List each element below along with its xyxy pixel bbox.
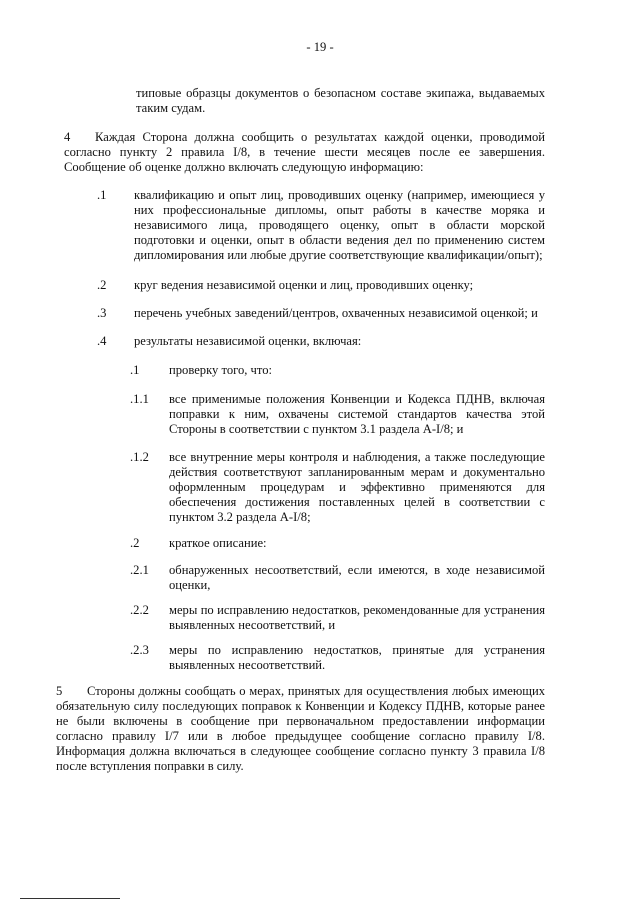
paragraph-5-text: Стороны должны сообщать о мерах, принятых для осуществления любых имеющих обязательную силу последующих поправок к Конвенции и Кодексу ПДНВ, которые ранее не были включены в сообщение при первоначальном предоставлении информации согласно правилу I/7 или в любое предыдущее сообщение согласно правилу I/8. Информация должна включаться в следующее сообщение согласно пункту 3 правила I/8 после вступления поправки в силу. <box>56 684 545 773</box>
intro-paragraph: типовые образцы документов о безопасном составе экипажа, выдаваемых таким судам. <box>136 86 545 115</box>
sub-2-text: краткое описание: <box>169 536 267 550</box>
footer-rule <box>20 898 120 899</box>
sub-2-3-number: .2.3 <box>130 643 149 657</box>
sub-1-number: .1 <box>130 363 140 377</box>
sub-1-1-number: .1.1 <box>130 392 149 406</box>
item-4-text: результаты независимой оценки, включая: <box>134 334 362 348</box>
sub-1-2-number: .1.2 <box>130 450 149 464</box>
paragraph-4-number: 4 <box>64 130 71 144</box>
page-number: - 19 - <box>306 40 334 54</box>
sub-1-2-text: все внутренние меры контроля и наблюдения, а также последующие действия соответствуют запланированным мерам и документально оформленным процедурам и эффективно применяются для обеспечения достижения поставленных целей в соответствии с пунктом 3.2 раздела A-I/8; <box>169 450 545 524</box>
sub-1-1-text: все применимые положения Конвенции и Кодекса ПДНВ, включая поправки к ним, охвачены системой стандартов качества этой Стороны в соответствии с пунктом 3.1 раздела A-I/8; и <box>169 392 545 436</box>
sub-1-text: проверку того, что: <box>169 363 273 377</box>
sub-2-1-text: обнаруженных несоответствий, если имеются, в ходе независимой оценки, <box>169 563 545 592</box>
sub-2-3-text: меры по исправлению недостатков, принятые для устранения выявленных несоответствий. <box>169 643 545 672</box>
item-3-text: перечень учебных заведений/центров, охваченных независимой оценкой; и <box>134 306 538 320</box>
item-2-text: круг ведения независимой оценки и лиц, проводивших оценку; <box>134 278 474 292</box>
sub-2-number: .2 <box>130 536 140 550</box>
item-1-text: квалификацию и опыт лиц, проводивших оценку (например, имеющиеся у них профессиональные дипломы, опыт работы в качестве моряка и независимого лица, проводящего оценку, опыт в области морской подготовки и оценки, опыт в области ведения дел по применению систем дипломирования или любые другие соответствующие квалификации/опыт); <box>134 188 545 262</box>
paragraph-4-text: Каждая Сторона должна сообщить о результатах каждой оценки, проводимой согласно пункту 2 правила I/8, в течение шести месяцев после ее завершения. Сообщение об оценке должно включать следующую информацию: <box>64 130 545 174</box>
sub-2-2-text: меры по исправлению недостатков, рекомендованные для устранения выявленных несоответствий, и <box>169 603 545 632</box>
paragraph-5 <box>56 684 545 774</box>
item-1-number: .1 <box>97 188 107 202</box>
item-3-number: .3 <box>97 306 107 320</box>
paragraph-4 <box>64 130 545 175</box>
paragraph-5-number: 5 <box>56 684 63 698</box>
item-2-number: .2 <box>97 278 107 292</box>
item-4-number: .4 <box>97 334 107 348</box>
sub-2-2-number: .2.2 <box>130 603 149 617</box>
sub-2-1-number: .2.1 <box>130 563 149 577</box>
